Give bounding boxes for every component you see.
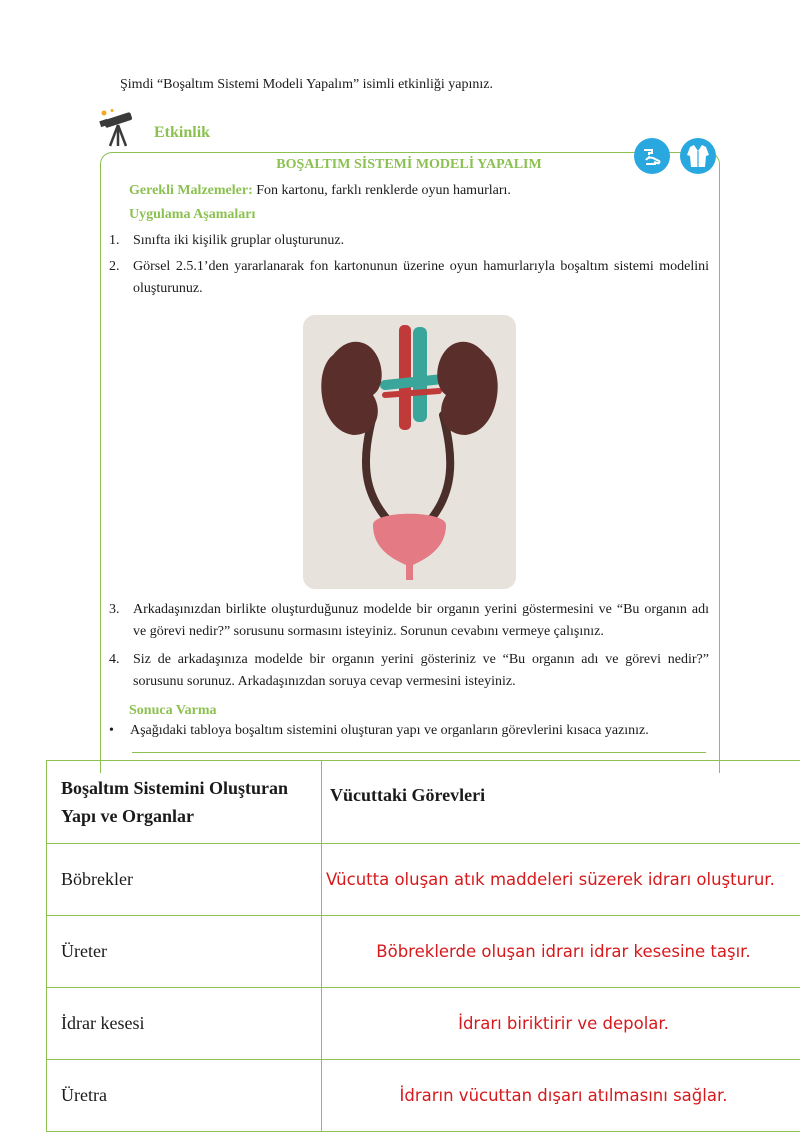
step-number: 4.	[109, 652, 120, 667]
answer-cell: İdrarı biriktirir ve depolar.	[322, 988, 800, 1060]
step-text: Arkadaşınızdan birlikte oluşturduğunuz modelde bir organın yerini göstermesini ve “Bu organın adı ve görevi nedir?” sorusunu sormasını isteyiniz. Sorunun cevabını vermeye çalışınız.	[133, 602, 709, 639]
step-number: 3.	[109, 602, 120, 617]
step-item	[109, 649, 709, 695]
activity-title: BOŞALTIM SİSTEMİ MODELİ YAPALIM	[276, 157, 542, 172]
excretory-system-model-image	[303, 315, 516, 589]
intro-text: Şimdi “Boşaltım Sistemi Modeli Yapalım” isimli etkinliği yapınız.	[120, 77, 493, 92]
step-text: Görsel 2.5.1’den yararlanarak fon kartonunun üzerine oyun hamurlarıyla boşaltım sistemi modelini oluşturunuz.	[133, 259, 709, 296]
table-header-row	[47, 761, 800, 844]
step-text: Siz de arkadaşınıza modelde bir organın yerini gösteriniz ve “Bu organın adı ve görevi nedir?” sorusunu sorunuz. Arkadaşınızdan soruya cevap vermesini isteyiniz.	[133, 652, 709, 689]
step-item	[109, 256, 709, 302]
organ-cell: İdrar kesesi	[47, 988, 322, 1060]
step-item	[109, 599, 709, 645]
materials	[129, 183, 511, 199]
table-row	[47, 844, 800, 916]
table-row	[47, 916, 800, 988]
steps-heading: Uygulama Aşamaları	[129, 207, 256, 222]
table-row	[47, 988, 800, 1060]
step-number: 2.	[109, 259, 120, 274]
materials-label: Gerekli Malzemeler:	[129, 183, 253, 198]
materials-text: Fon kartonu, farklı renklerde oyun hamurları.	[252, 183, 511, 198]
header-organs: Boşaltım Sistemini Oluşturan Yapı ve Organlar	[47, 761, 322, 844]
answer-cell: Vücutta oluşan atık maddeleri süzerek idrarı oluşturur.	[322, 844, 800, 916]
activity-label: Etkinlik	[154, 124, 211, 141]
organ-cell: Üretra	[47, 1060, 322, 1132]
instruction-text: Aşağıdaki tabloya boşaltım sistemini oluşturan yapı ve organların görevlerini kısaca yazınız.	[130, 723, 649, 738]
telescope-icon	[98, 108, 142, 148]
organ-function-table	[46, 760, 800, 1132]
header-functions: Vücuttaki Görevleri	[322, 761, 800, 844]
conclusion-heading: Sonuca Varma	[129, 703, 217, 718]
bullet-icon: •	[109, 723, 114, 738]
divider	[132, 752, 706, 753]
answer-cell: Böbreklerde oluşan idrarı idrar kesesine taşır.	[322, 916, 800, 988]
step-text: Sınıfta iki kişilik gruplar oluşturunuz.	[133, 233, 345, 248]
organ-cell: Böbrekler	[47, 844, 322, 916]
answer-cell: İdrarın vücuttan dışarı atılmasını sağlar.	[322, 1060, 800, 1132]
step-item	[109, 230, 709, 252]
step-number: 1.	[109, 233, 120, 248]
table-row	[47, 1060, 800, 1132]
organ-cell: Üreter	[47, 916, 322, 988]
